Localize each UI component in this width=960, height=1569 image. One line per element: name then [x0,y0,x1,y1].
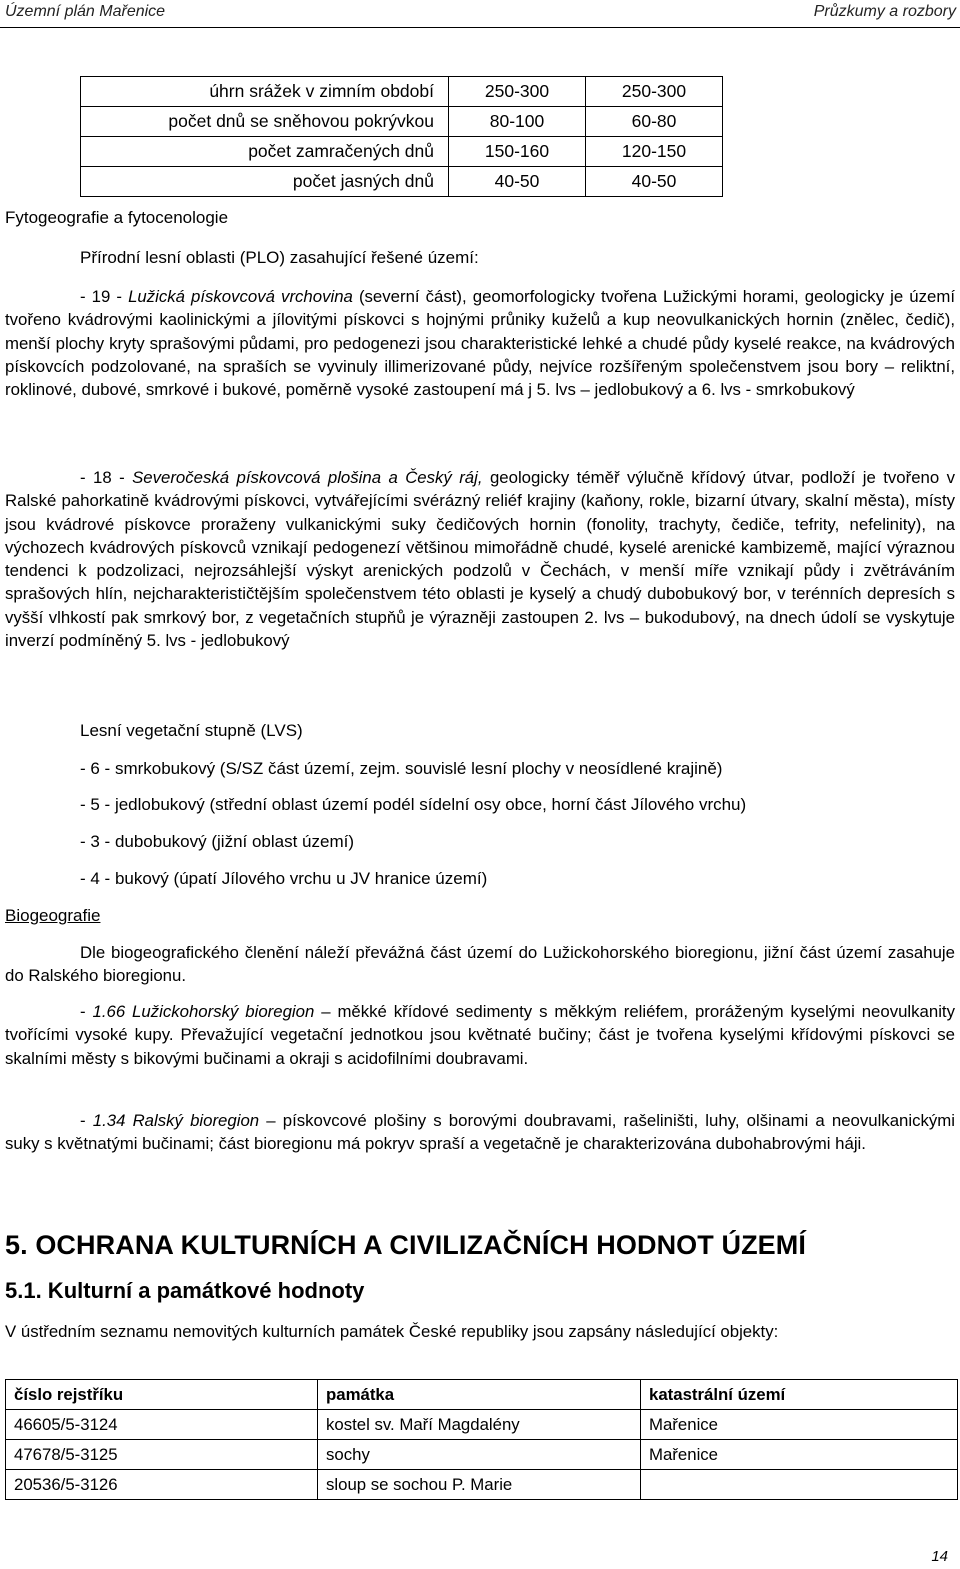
section-heading: 5.1. Kulturní a památkové hodnoty [5,1278,365,1303]
plo-18-name: Severočeská pískovcová plošina a Český ráj, [132,468,483,487]
table-row [81,107,723,137]
lvs-item: - 3 - dubobukový (jižní oblast území) [80,832,355,851]
bioregion-166-name: 1.66 Lužickohorský bioregion [92,1002,315,1021]
monuments-table [5,1379,958,1500]
bioregion-166-text: – měkké křídové sedimenty s měkkým reliéfem, proráženým kyselými neovulkanity tvořícími vysoké kupy. Převažující vegetační jednotkou jsou květnaté bučiny; část je tvořena kyselými křídovými pískovci se skalními městy s bikovými bučinami a okraji s acidofilními doubravami. [5,1002,955,1068]
plo-18-number: - 18 - [80,468,133,487]
table-header-row [6,1380,958,1410]
table-row [6,1410,958,1440]
climate-value: 80-100 [449,107,586,137]
lvs-item: - 4 - bukový (úpatí Jílového vrchu u JV hranice území) [80,869,488,888]
table-row [81,137,723,167]
climate-label: počet jasných dnů [81,167,449,197]
plo-intro: Přírodní lesní oblasti (PLO) zasahující řešené území: [80,248,479,267]
column-header: památka [318,1380,641,1410]
lvs-item: - 6 - smrkobukový (S/SZ část území, zejm. souvislé lesní plochy v neosídlené krajině) [80,759,723,778]
lvs-item: - 5 - jedlobukový (střední oblast území podél sídelní osy obce, horní část Jílového vrchu) [80,795,747,814]
table-cell: Mařenice [641,1410,958,1440]
bioregion-134-name: 1.34 Ralský bioregion [92,1111,260,1130]
bioregion-dash: - [80,1002,93,1021]
climate-table [80,76,723,197]
table-cell: sloup se sochou P. Marie [318,1470,641,1500]
climate-value: 120-150 [586,137,723,167]
bioregion-134-text: – pískovcové plošiny s borovými doubravami, rašeliništi, luhy, olšinami a neovulkanickými suky s květnatými bučinami; část bioregionu má pokryv spraší a vegetačně je charakterizována dubohabrovými háji. [5,1111,955,1154]
table-cell: Mařenice [641,1440,958,1470]
climate-label: počet zamračených dnů [81,137,449,167]
section-title-biogeografie: Biogeografie [5,906,101,925]
plo-18-paragraph [5,466,955,652]
table-cell: 47678/5-3125 [6,1440,318,1470]
plo-19-number: - 19 - [80,287,129,306]
lvs-title: Lesní vegetační stupně (LVS) [80,721,303,740]
bio-intro: Dle biogeografického členění náleží převážná část území do Lužickohorského bioregionu, jižní část území zasahuje do Ralského bioregionu. [5,943,955,986]
climate-value: 150-160 [449,137,586,167]
climate-label: úhrn srážek v zimním období [81,77,449,107]
section-title-fytogeografie: Fytogeografie a fytocenologie [5,208,229,227]
table-cell: kostel sv. Maří Magdalény [318,1410,641,1440]
table-cell: 20536/5-3126 [6,1470,318,1500]
header-section-title: Průzkumy a rozbory [813,3,956,20]
table-row [6,1470,958,1500]
plo-19-text: (severní část), geomorfologicky tvořena Lužickými horami, geologicky je území tvořeno kvádrovými kaolinickými a jílovitými pískovci s hojnými průniky kuželů a kup neovulkanických hornin (znělec, čedič), menší plochy kryty sprašovými půdami, pro pedogenezi jsou charakteristické lehké a chudé půdy kyselé reakce, na kvádrových pískovcích podzolované, na spraších se vyvinuly illimerizované půdy, nejvíce rozšířeným společenstvem jsou bory – reliktní, roklinové, dubové, smrkové i bukové, poměrně vysoké zastoupení má j 5. lvs – jedlobukový a 6. lvs - smrkobukový [5,287,955,400]
header-document-title: Územní plán Mařenice [5,3,166,20]
column-header: katastrální území [641,1380,958,1410]
plo-19-paragraph [5,285,955,401]
bioregion-166-paragraph [5,1000,955,1070]
plo-19-name: Lužická pískovcová vrchovina [128,287,353,306]
table-cell [641,1470,958,1500]
plo-18-text: geologicky téměř výlučně křídový útvar, podloží je tvořeno v Ralské pahorkatině kvádrovými pískovci, vytvářejícími svérázný reliéf krajiny (kaňony, rokle, bizarní útvary, skalní města), místy jsou kvádrové pískovce proraženy vulkanickými suky čedičových hornin (fonolity, trachyty, čediče, tefrity, nefelinity), na výchozech kvádrových pískovců vznikají pedogenezí většinou mimořádně chudé, kyselé arenické kambizemě, mající výraznou tendenci k podzolizaci, nejrozsáhlejší výskyt arenických podzolů v Čechách, v menší míře vznikají půdy i zvětráváním sprašových hlín, nejcharakterističtějším společenstvem této oblasti je kyselý a chudý dubobukový bor, v terénních depresích s vyšší vlhkostí pak smrkový bor, z vegetačních stupňů je výrazněji zastoupen 2. lvs – bukodubový, na dnech údolí se vyskytuje inverzí podmíněný 5. lvs - jedlobukový [5,468,955,651]
climate-value: 250-300 [586,77,723,107]
column-header: číslo rejstříku [6,1380,318,1410]
bioregion-dash: - [80,1111,93,1130]
table-row [81,77,723,107]
table-cell: sochy [318,1440,641,1470]
climate-label: počet dnů se sněhovou pokrývkou [81,107,449,137]
climate-value: 250-300 [449,77,586,107]
monuments-intro: V ústředním seznamu nemovitých kulturních památek České republiky jsou zapsány následující objekty: [5,1322,779,1341]
climate-value: 40-50 [586,167,723,197]
page-header [0,0,960,28]
table-row [6,1440,958,1470]
table-row [81,167,723,197]
climate-value: 40-50 [449,167,586,197]
climate-value: 60-80 [586,107,723,137]
table-cell: 46605/5-3124 [6,1410,318,1440]
page-number: 14 [931,1548,948,1565]
bioregion-134-paragraph [5,1109,955,1156]
chapter-heading: 5. OCHRANA KULTURNÍCH A CIVILIZAČNÍCH HODNOT ÚZEMÍ [5,1230,806,1260]
